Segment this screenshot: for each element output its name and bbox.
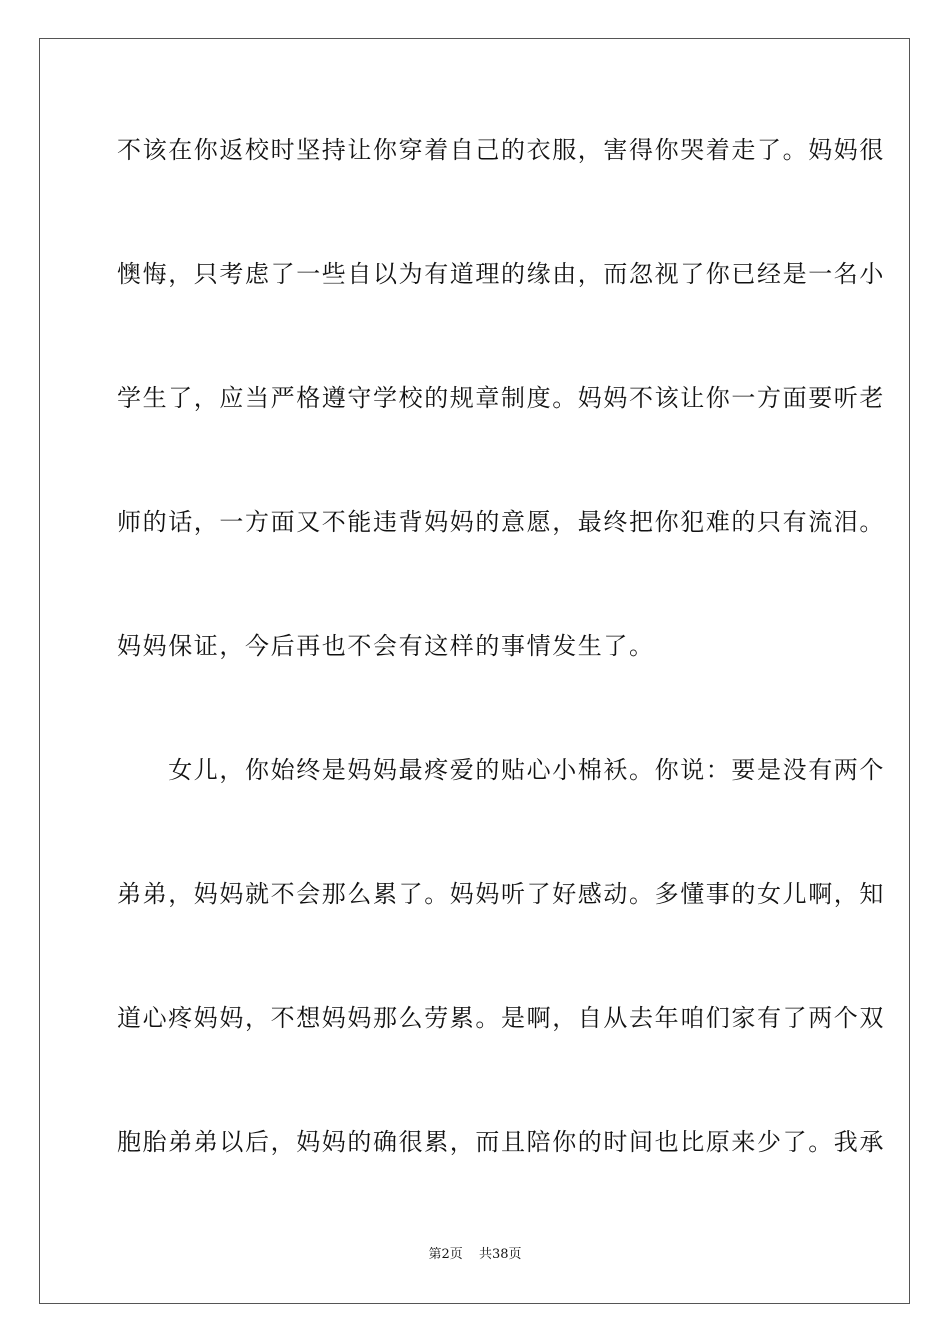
body-line-7: 弟弟，妈妈就不会那么累了。妈妈听了好感动。多懂事的女儿啊，知: [117, 880, 885, 908]
body-line-2: 懊悔，只考虑了一些自以为有道理的缘由，而忽视了你已经是一名小: [117, 260, 885, 288]
page-border: [39, 38, 910, 1304]
body-line-5: 妈妈保证，今后再也不会有这样的事情发生了。: [117, 632, 655, 660]
body-line-4: 师的话，一方面又不能违背妈妈的意愿，最终把你犯难的只有流泪。: [117, 508, 885, 536]
page-total: 共38页: [478, 1247, 522, 1262]
body-line-8: 道心疼妈妈，不想妈妈那么劳累。是啊，自从去年咱们家有了两个双: [117, 1004, 885, 1032]
body-line-6: 女儿，你始终是妈妈最疼爱的贴心小棉袄。你说：要是没有两个: [117, 756, 885, 784]
page-number: 第2页: [428, 1247, 463, 1262]
page-footer: [0, 1246, 950, 1264]
body-line-1: 不该在你返校时坚持让你穿着自己的衣服，害得你哭着走了。妈妈很: [117, 136, 885, 164]
body-line-3: 学生了，应当严格遵守学校的规章制度。妈妈不该让你一方面要听老: [117, 384, 885, 412]
body-line-9: 胞胎弟弟以后，妈妈的确很累，而且陪你的时间也比原来少了。我承: [117, 1128, 885, 1156]
